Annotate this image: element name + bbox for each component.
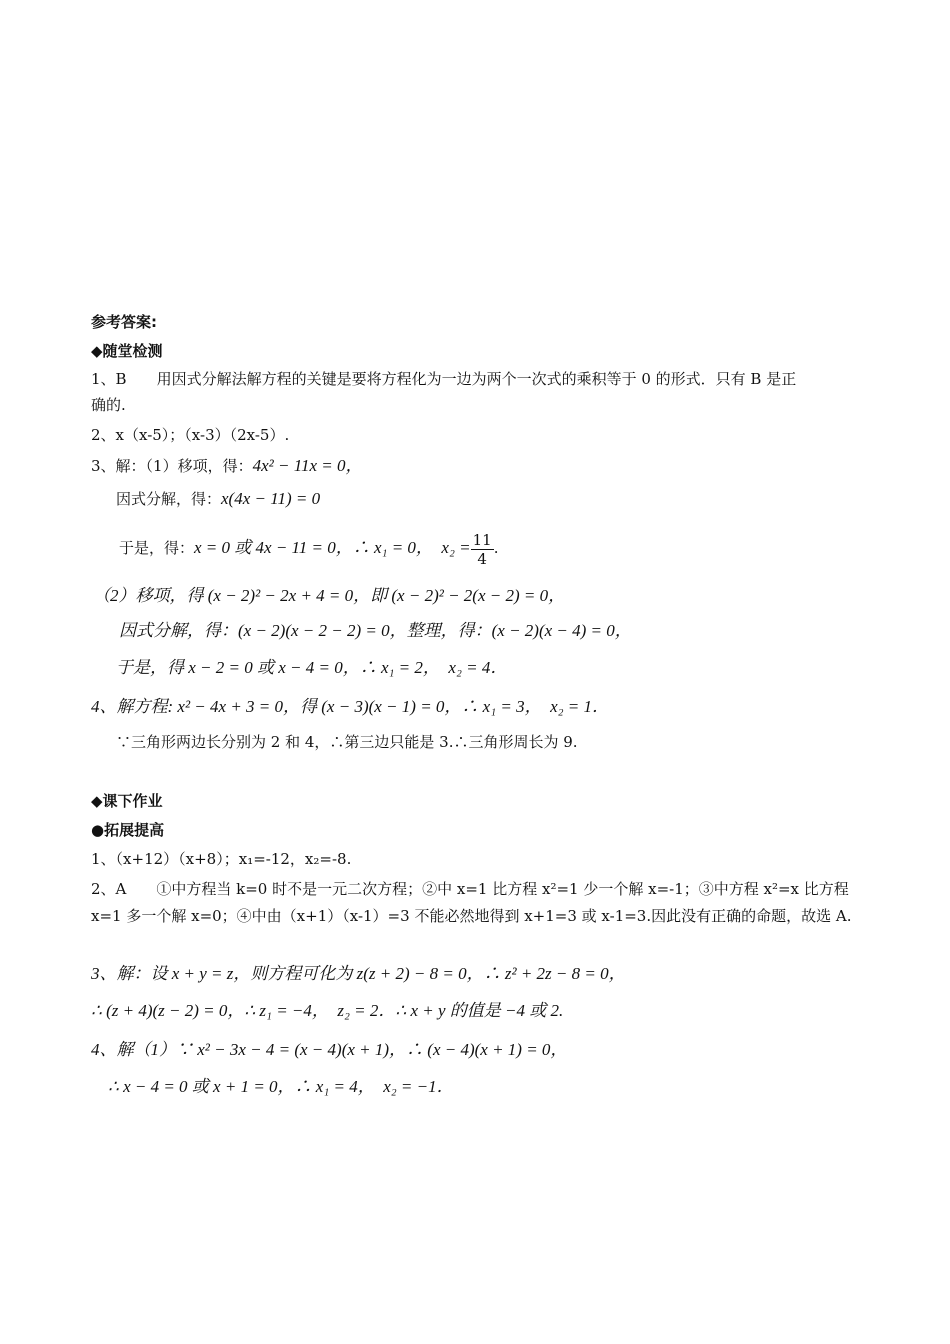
answer-4-line-2: ∵三角形两边长分别为 2 和 4，∴第三边只能是 3.∴三角形周长为 9. [116,733,578,751]
homework-answer-2: 2、A ①中方程当 k=0 时不是一元二次方程；②中 x=1 比方程 x²=1 少一个解 x=-1；③中方程 x²=x 比方程 x=1 多一个解 x=0；④中由（x+1）（x-1）=3 不能必然地得到 x+1=3 或 x-1=3.因此没有正确的命题，故选 A. [91,880,852,925]
answer-3-step-1 [91,455,362,477]
homework-answer-1: 1、（x+12）（x+8）；x₁=-12，x₂=-8. [91,850,352,868]
fraction-numerator: 11 [472,530,492,549]
subsection-title-extension: ●拓展提高 [91,821,165,839]
homework-answer-3-line-2: ∴ (z + 4)(z − 2) = 0，∴ z₁ = −4， z₂ = 2．∴ x + y 的值是 −4 或 2. [91,1001,564,1020]
answer-3-step-factor [116,488,320,510]
answer-3-equation-1: 4x² − 11x = 0， [252,456,363,475]
answer-4-line-1: 4、解方程: x² − 4x + 3 = 0，得 (x − 3)(x − 1) = 0，∴ x₁ = 3， x₂ = 1． [91,697,610,716]
homework-answer-4-line-1: 4、解（1）∵ x² − 3x − 4 = (x − 4)(x + 1)，∴ (x − 4)(x + 1) = 0， [91,1040,568,1059]
answers-heading: 参考答案: [91,313,157,331]
answer-3-step-solution: 于是，得：x = 0 或 4x − 11 = 0，∴ x₁ = 0， x₂ = $\frac{11}{4}$ . [119,530,499,568]
answer-3-factor-label: 因式分解，得： [116,490,222,508]
section-title-homework: ◆课下作业 [91,792,163,810]
answer-3-part-2-line-2: 因式分解，得：(x − 2)(x − 2 − 2) = 0，整理，得：(x − 2)(x − 4) = 0， [119,621,632,640]
fraction-eleven-quarters [471,531,494,568]
answer-3-solution-equation: x = 0 或 4x − 11 = 0，∴ x₁ = 0， x₂ = [194,538,471,557]
answer-3-then-label: 于是，得： [119,539,195,557]
answer-3-intro: 3、解：（1）移项，得： [91,457,253,475]
answer-3-part-2-line-3: 于是，得 x − 2 = 0 或 x − 4 = 0，∴ x₁ = 2， x₂ = 4． [116,658,508,677]
answer-3-part-2-line-1: （2）移项，得 (x − 2)² − 2x + 4 = 0，即 (x − 2)² − 2(x − 2) = 0， [93,586,566,605]
answer-3-factor-equation: x(4x − 11) = 0 [221,489,321,508]
section-title-in-class-check: ◆随堂检测 [91,342,163,360]
homework-answer-3-line-1: 3、解：设 x + y = z，则方程可化为 z(z + 2) − 8 = 0，∴ z² + 2z − 8 = 0， [91,964,626,983]
fraction-denominator: 4 [477,549,487,568]
answer-1-line-1: 1、B 用因式分解法解方程的关键是要将方程化为一边为两个一次式的乘积等于 0 的形式．只有 B 是正 [91,370,797,388]
answer-1-line-2: 确的. [91,396,126,414]
answer-2: 2、x（x-5）；（x-3）（2x-5）. [91,426,290,444]
homework-answer-4-line-2: ∴ x − 4 = 0 或 x + 1 = 0，∴ x₁ = 4， x₂ = −1． [108,1077,454,1096]
